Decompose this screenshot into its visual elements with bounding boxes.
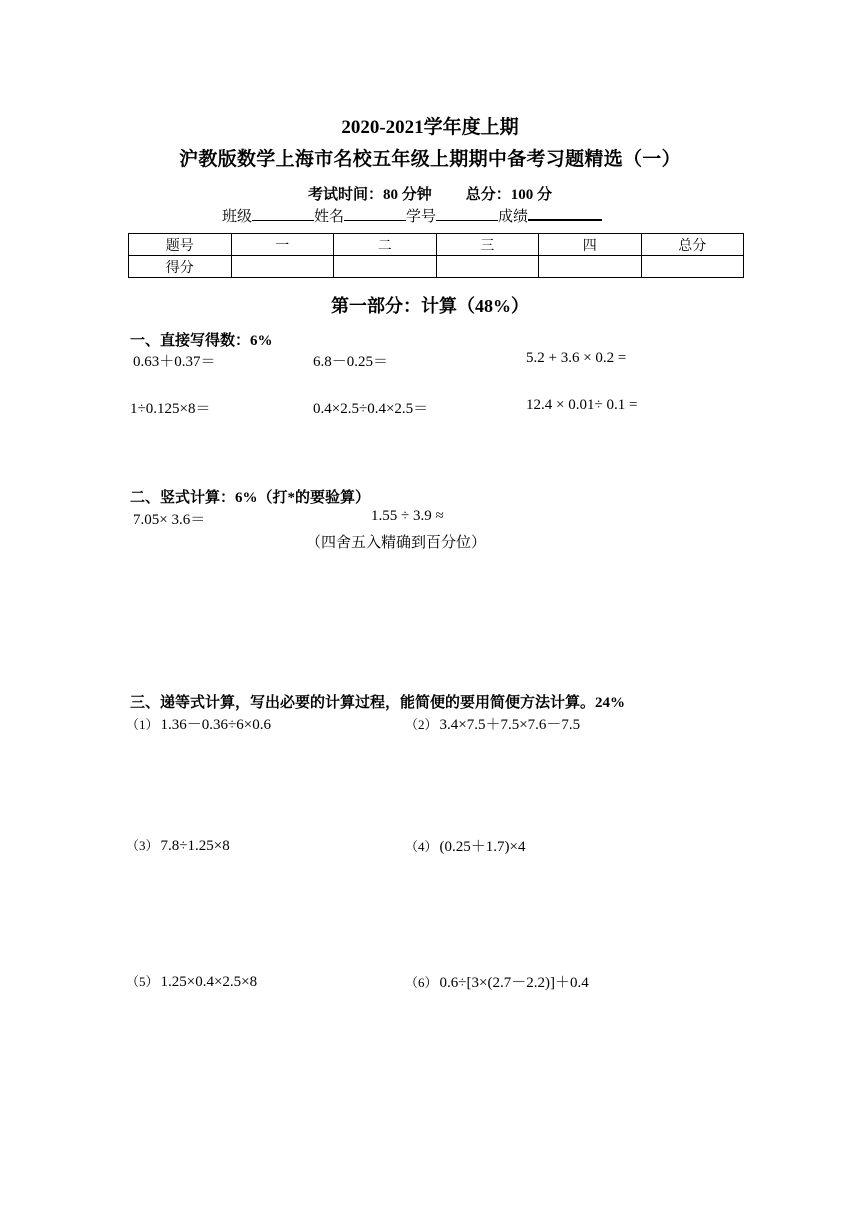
exam-info [0,183,860,204]
item-expression: 3.4×7.5＋7.5×7.6－7.5 [439,717,581,733]
item-number: （4） [405,839,438,854]
vertical-calc-item: 1.55 ÷ 3.9 ≈ [371,508,444,524]
rounding-note: （四舍五入精确到百分位） [306,535,487,551]
item-number: （2） [405,717,438,732]
score-table-header: 三 [436,234,539,256]
score-table-header: 题号 [129,234,232,256]
score-row-label: 得分 [129,256,232,278]
section2-title: 二、竖式计算：6%（打*的要验算） [130,490,371,506]
score-cell[interactable] [436,256,539,278]
item-expression: 7.8÷1.25×8 [160,838,230,854]
page-title: 沪教版数学上海市名校五年级上期期中备考习题精选（一） [179,149,681,170]
exam-time: 考试时间：80 分钟 [307,187,432,203]
item-expression: 1.36－0.36÷6×0.6 [160,717,271,733]
score-cell[interactable] [231,256,334,278]
stepwise-item [405,835,525,856]
score-table-header: 二 [334,234,437,256]
student-no-blank[interactable] [436,206,498,221]
section1-title: 一、直接写得数：6% [130,333,273,349]
stepwise-item [126,835,230,855]
calc-item: 5.2 + 3.6 × 0.2 = [526,350,627,366]
class-label: 班级 [222,209,253,225]
calc-item: 12.4 × 0.01÷ 0.1 = [526,397,638,413]
calc-item: 6.8－0.25＝ [313,354,389,370]
item-number: （1） [126,717,159,732]
grade-blank[interactable] [528,205,602,221]
name-blank[interactable] [344,206,406,221]
score-cell[interactable] [539,256,642,278]
item-number: （3） [126,838,159,853]
score-table [128,233,744,278]
name-label: 姓名 [314,209,345,225]
calc-item: 0.63＋0.37＝ [133,354,216,370]
score-table-row [129,256,744,278]
item-expression: 0.6÷[3×(2.7－2.2)]＋0.4 [439,975,589,991]
calc-item: 0.4×2.5÷0.4×2.5＝ [313,401,429,417]
item-expression: (0.25＋1.7)×4 [439,839,526,855]
calc-item: 1÷0.125×8＝ [130,401,211,417]
stepwise-item [405,971,589,992]
score-cell[interactable] [641,256,744,278]
item-expression: 1.25×0.4×2.5×8 [160,974,258,990]
vertical-calc-item: 7.05× 3.6＝ [133,512,206,528]
score-table-header: 一 [231,234,334,256]
score-table-header: 总分 [641,234,744,256]
stepwise-item [126,713,271,734]
item-number: （5） [126,974,159,989]
section3-title: 三、递等式计算，写出必要的计算过程，能简便的要用简便方法计算。24% [130,695,626,711]
stepwise-item [126,971,257,991]
score-table-header-row [129,234,744,256]
title-year: 2020-2021学年度上期 [341,117,519,138]
score-table-header: 四 [539,234,642,256]
part1-title: 第一部分：计算（48%） [331,296,529,316]
stepwise-item [405,713,580,734]
grade-label: 成绩 [498,209,529,225]
total-score: 总分：100 分 [465,187,553,203]
score-cell[interactable] [334,256,437,278]
item-number: （6） [405,975,438,990]
class-blank[interactable] [252,206,314,221]
student-no-label: 学号 [406,209,437,225]
student-info-line [222,205,602,226]
